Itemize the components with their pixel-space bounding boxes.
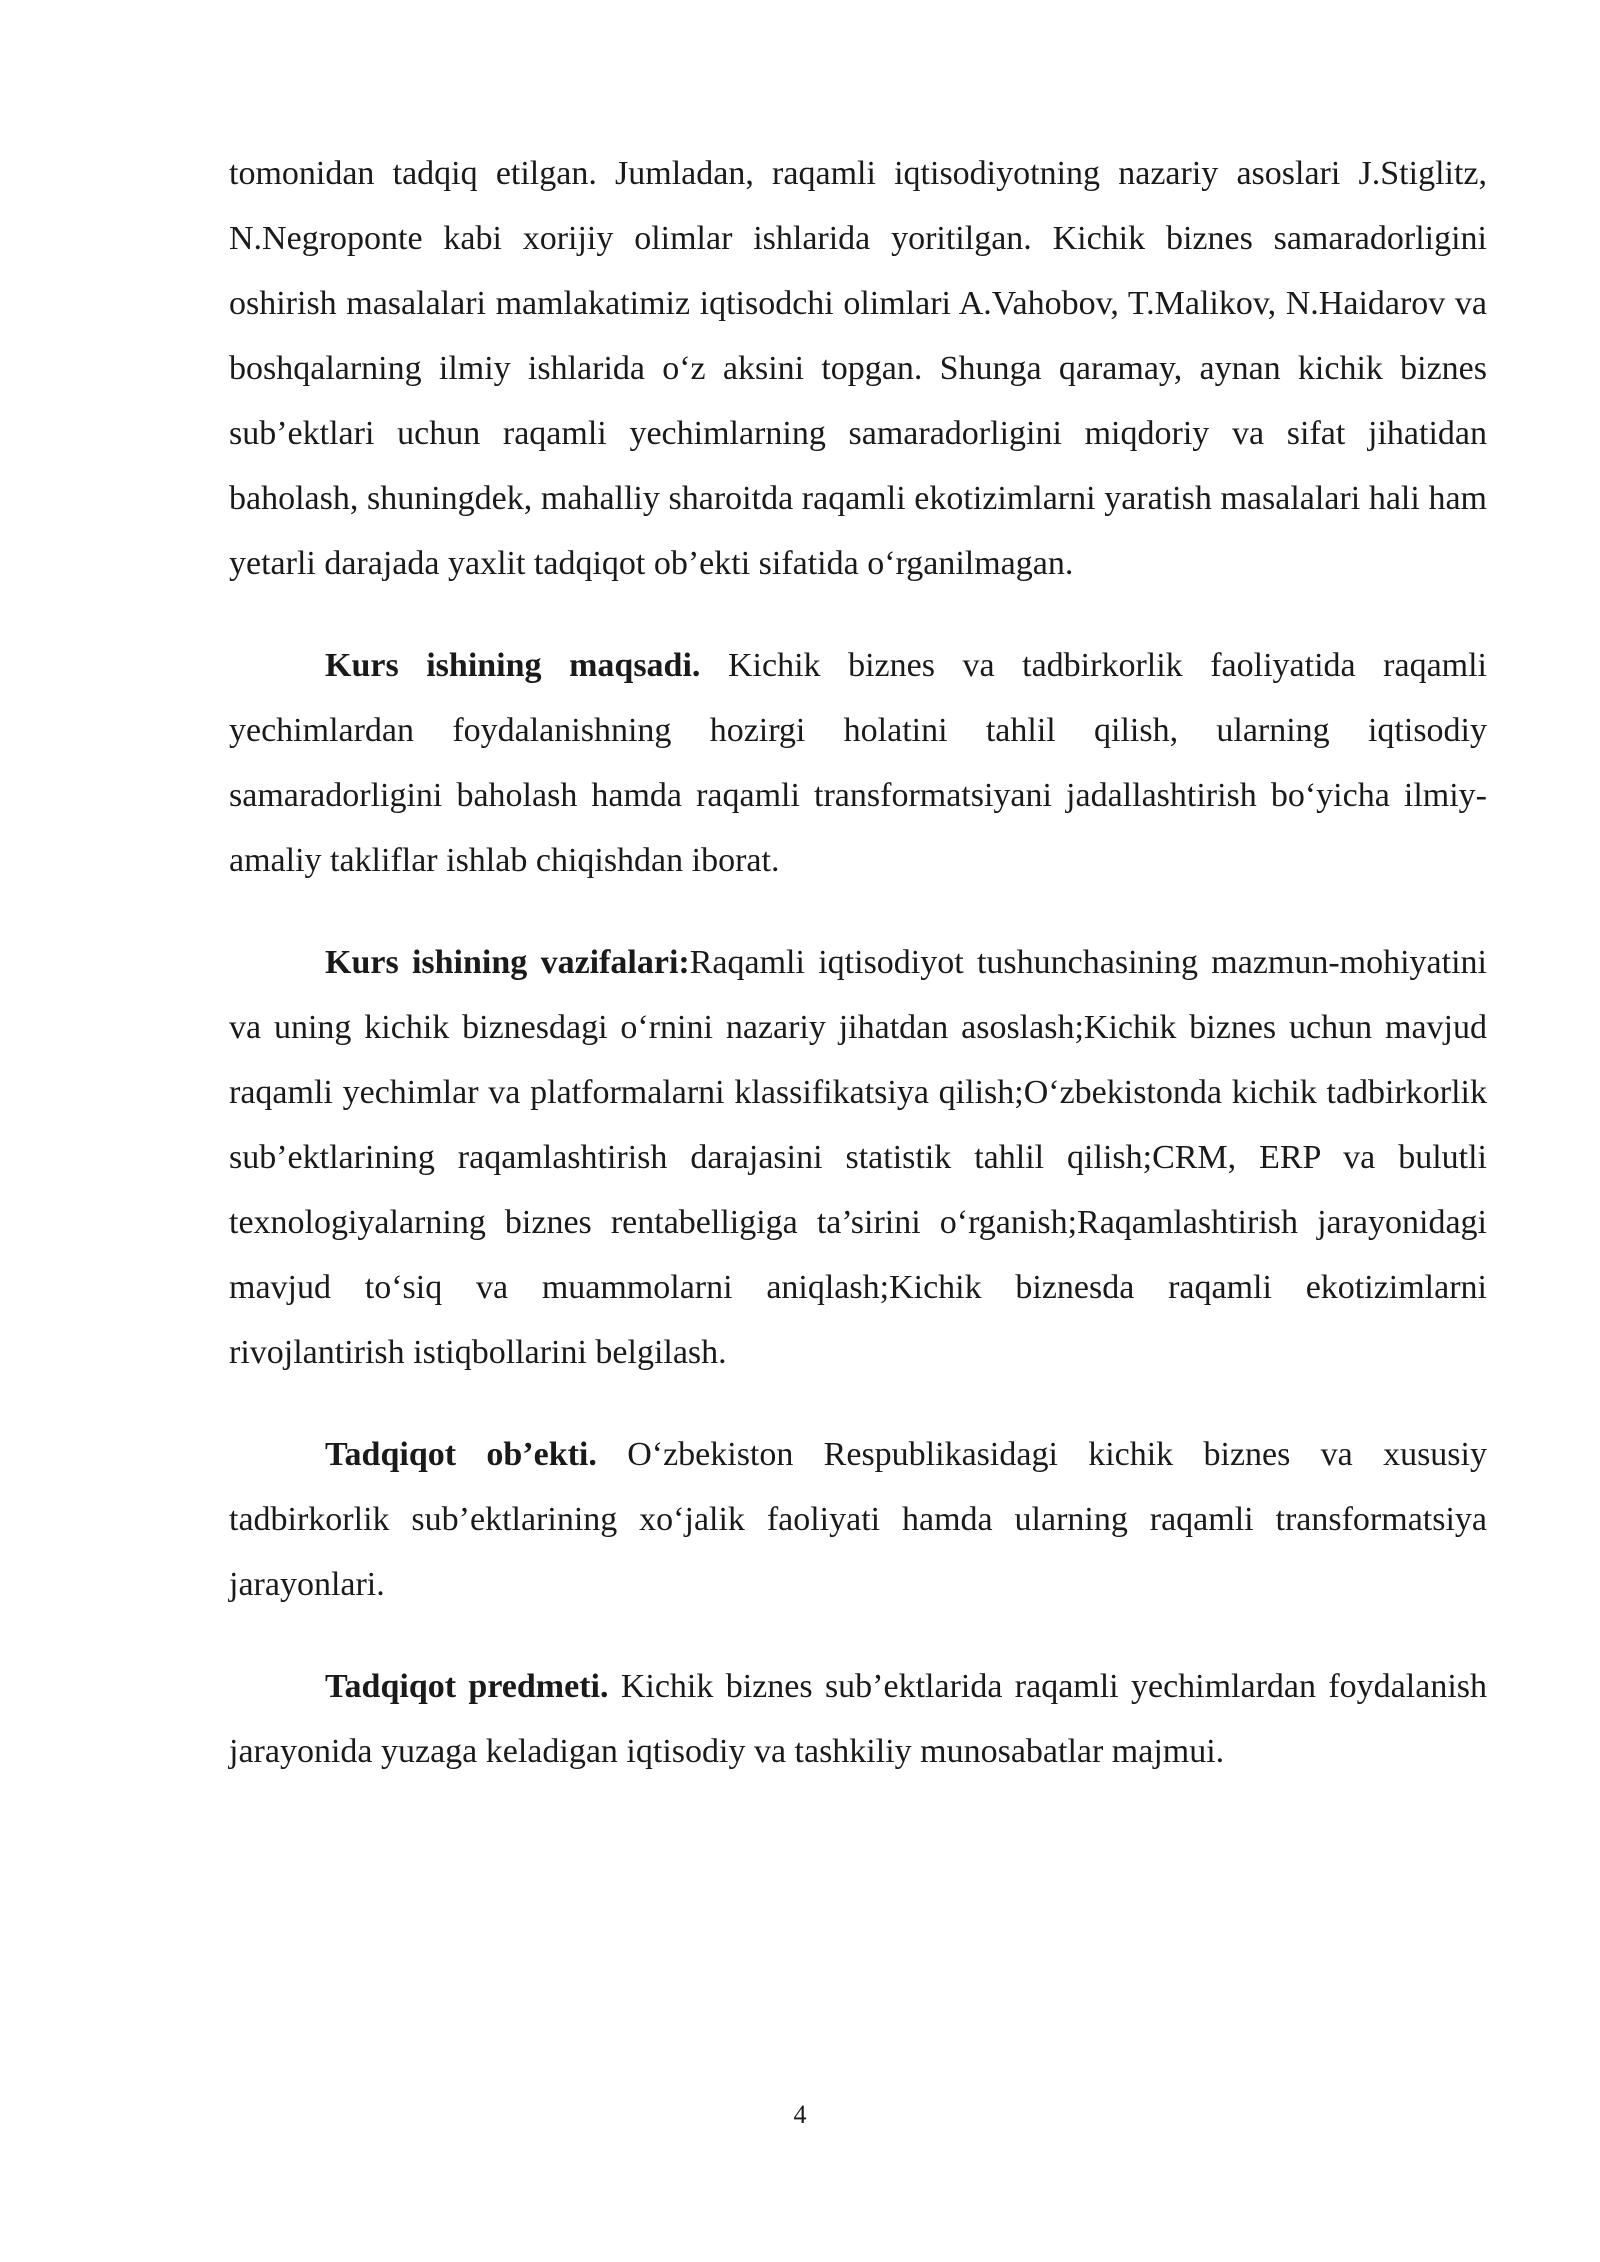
paragraph-literature-review (229, 141, 1487, 596)
paragraph-heading: Kurs ishining vazifalari: (325, 944, 690, 981)
page-number: 4 (793, 2100, 807, 2129)
paragraph-text: Raqamli iqtisodiyot tushunchasining mazmun-mohiyatini va uning kichik biznesdagi o‘rnini nazariy jihatdan asoslash;Kichik biznes uchun mavjud raqamli yechimlar va platformalarni klassifikatsiya qilish;O‘zbekistonda kichik tadbirkorlik sub’ektlarining raqamlashtirish darajasini statistik tahlil qilish;CRM, ERP va bulutli texnologiyalarning biznes rentabelligiga ta’sirini o‘rganish;Raqamlashtirish jarayonidagi mavjud to‘siq va muammolarni aniqlash;Kichik biznesda raqamli ekotizimlarni rivojlantirish istiqbollarini belgilash. (229, 944, 1487, 1371)
paragraph-research-object (229, 1422, 1487, 1617)
body-text (229, 141, 1487, 1784)
paragraph-heading: Kurs ishining maqsadi. (325, 647, 701, 684)
paragraph-research-subject (229, 1654, 1487, 1784)
paragraph-heading: Tadqiqot ob’ekti. (325, 1436, 597, 1473)
paragraph-heading: Tadqiqot predmeti. (325, 1668, 609, 1705)
paragraph-text: tomonidan tadqiq etilgan. Jumladan, raqamli iqtisodiyotning nazariy asoslari J.Stiglitz, N.Negroponte kabi xorijiy olimlar ishlarida yoritilgan. Kichik biznes samaradorligini oshirish masalalari mamlakatimiz iqtisodchi olimlari A.Vahobov, T.Malikov, N.Haidarov va boshqalarning ilmiy ishlarida o‘z aksini topgan. Shunga qaramay, aynan kichik biznes sub’ektlari uchun raqamli yechimlarning samaradorligini miqdoriy va sifat jihatidan baholash, shuningdek, mahalliy sharoitda raqamli ekotizimlarni yaratish masalalari hali ham yetarli darajada yaxlit tadqiqot ob’ekti sifatida o‘rganilmagan. (229, 155, 1487, 582)
paragraph-text: Kichik biznes va tadbirkorlik faoliyatida raqamli yechimlardan foydalanishning hozirgi holatini tahlil qilish, ularning iqtisodiy samaradorligini baholash hamda raqamli transformatsiyani jadallashtirish bo‘yicha ilmiy-amaliy takliflar ishlab chiqishdan iborat. (229, 647, 1488, 879)
paragraph-text: Kichik biznes sub’ektlarida raqamli yechimlardan foydalanish jarayonida yuzaga keladigan iqtisodiy va tashkiliy munosabatlar majmui. (229, 1668, 1487, 1770)
paragraph-course-tasks (229, 930, 1487, 1385)
paragraph-course-goal (229, 633, 1487, 893)
paragraph-text: O‘zbekiston Respublikasidagi kichik biznes va xususiy tadbirkorlik sub’ektlarining xo‘jalik faoliyati hamda ularning raqamli transformatsiya jarayonlari. (229, 1436, 1487, 1603)
